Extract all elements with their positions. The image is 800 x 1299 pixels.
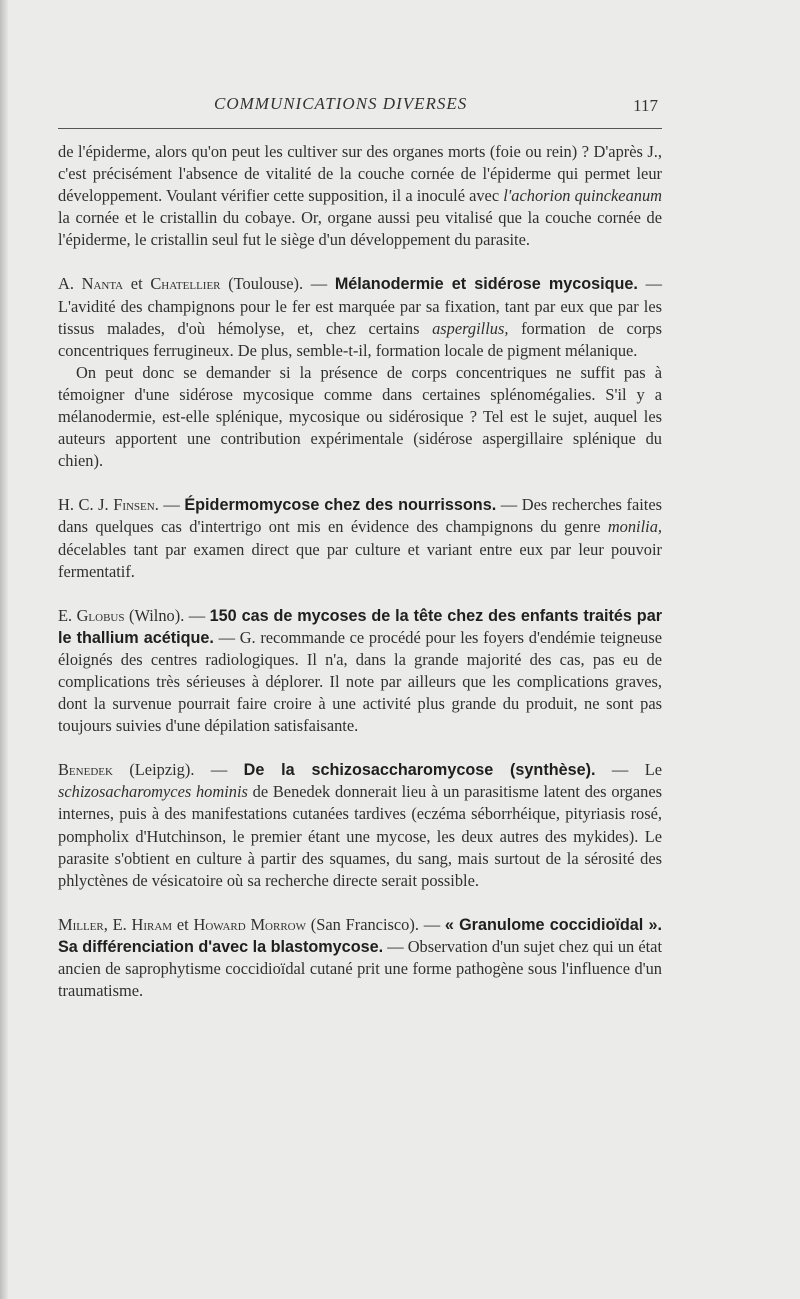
author-name: H. C. J. Finsen. (58, 495, 159, 515)
abstract-title: De la schizosaccharomycose (synthèse). (243, 761, 596, 780)
author-name: A. Nanta (58, 274, 124, 294)
abstract-entry-nanta: A. Nanta et Chatellier (Toulouse). — Mélanodermie et sidérose mycosique. — L'avidité des champignons pour le fer est marquée par sa fixation, tant par eux que par les tissus malades, d'où hémolyse, et, chez certains aspergillus, formation de corps concentriques ferrugineux. De plus, semble-t-il, formation locale de pigment mélanique. (58, 274, 662, 360)
abstract-title: « Granulome coccidioïdal ». Sa différenciation d'avec la blastomycose. (58, 915, 662, 956)
abstract-entry-benedek: Benedek (Leipzig). — De la schizosaccharomycose (synthèse). — Le schizosacharomyces hominis de Benedek donnerait lieu à un parasitisme latent des organes internes, puis à des manifestations cutanées tardives (eczéma séborrhéique, pityriasis rosé, pompholix d'Hutchinson, le premier étant une mycose, les deux autres des mykides). Le parasite s'obtient en culture à partir des squames, du sang, mais surtout de la sérosité des phlyctènes de vésicatoire où sa recherche directe serait possible. (58, 760, 663, 890)
abstract-entry-globus: E. Globus (Wilno). — 150 cas de mycoses de la tête chez des enfants traités par le thallium acétique. — G. recommande ce procédé pour les foyers d'endémie teigneuse éloignés des centres radiologiques. Il n'a, dans la grande majorité des cas, pas eu de complications très sérieuses à déplorer. Il note par ailleurs que les complications graves, dont la survenue pourrait faire croire à une activité plus grande du produit, ne sont pas toujours suivies d'une dépilation satisfaisante. (58, 605, 662, 736)
abstract-paragraph: On peut donc se demander si la présence de corps concentriques ne suffit pas à témoigner d'une sidérose mycosique comme dans certaines splénomégalies. S'il y a mélanodermie, est-elle splénique, mycosique ou sidérosique ? Tel est le sujet, auquel les auteurs apportent une contribution expérimentale (sidérose aspergillaire splénique du chien). (58, 362, 662, 471)
abstract-entry-miller: Miller, E. Hiram et Howard Morrow (San Francisco). — « Granulome coccidioïdal ». Sa différenciation d'avec la blastomycose. — Observation d'un sujet chez qui un état ancien de saprophytisme coccidioïdal cutané prit une forme pathogène sous l'influence d'un traumatisme. (58, 914, 663, 1001)
article-body (58, 141, 662, 1002)
continuation-paragraph: de l'épiderme, alors qu'on peut les cultiver sur des organes morts (foie ou rein) ? D'après J., c'est précisément l'absence de vitalité de la couche cornée de l'épiderme qui permet leur développement. Voulant vérifier cette supposition, il a inoculé avec l'achorion quinckeanum la cornée et le cristallin du cobaye. Or, organe aussi peu vitalisé que la couche cornée de l'épiderme, le cristallin seul fut le siège d'un développement du parasite. (58, 142, 662, 250)
header-rule (58, 128, 662, 129)
author-name: Benedek (58, 760, 113, 780)
page-header (58, 94, 662, 120)
author-name: Miller, E. Hiram (58, 914, 173, 934)
author-name: E. Globus (58, 605, 125, 625)
abstract-title: Mélanodermie et sidérose mycosique. (334, 275, 638, 294)
author-name: Howard Morrow (193, 914, 306, 934)
running-title: COMMUNICATIONS DIVERSES (214, 94, 468, 113)
page-number: 117 (633, 96, 658, 115)
abstract-entry-finsen: H. C. J. Finsen. — Épidermomycose chez des nourrissons. — Des recherches faites dans quelques cas d'intertrigo ont mis en évidence des champignons du genre monilia, décelables tant par examen direct que par culture et variant entre eux par leur pouvoir fermentatif. (58, 495, 662, 581)
abstract-title: Épidermomycose chez des nourrissons. (184, 496, 497, 515)
author-name: Chatellier (150, 274, 221, 294)
page-binding-edge (0, 0, 8, 1299)
abstract-title: 150 cas de mycoses de la tête chez des enfants traités par le thallium acétique. (58, 606, 662, 647)
